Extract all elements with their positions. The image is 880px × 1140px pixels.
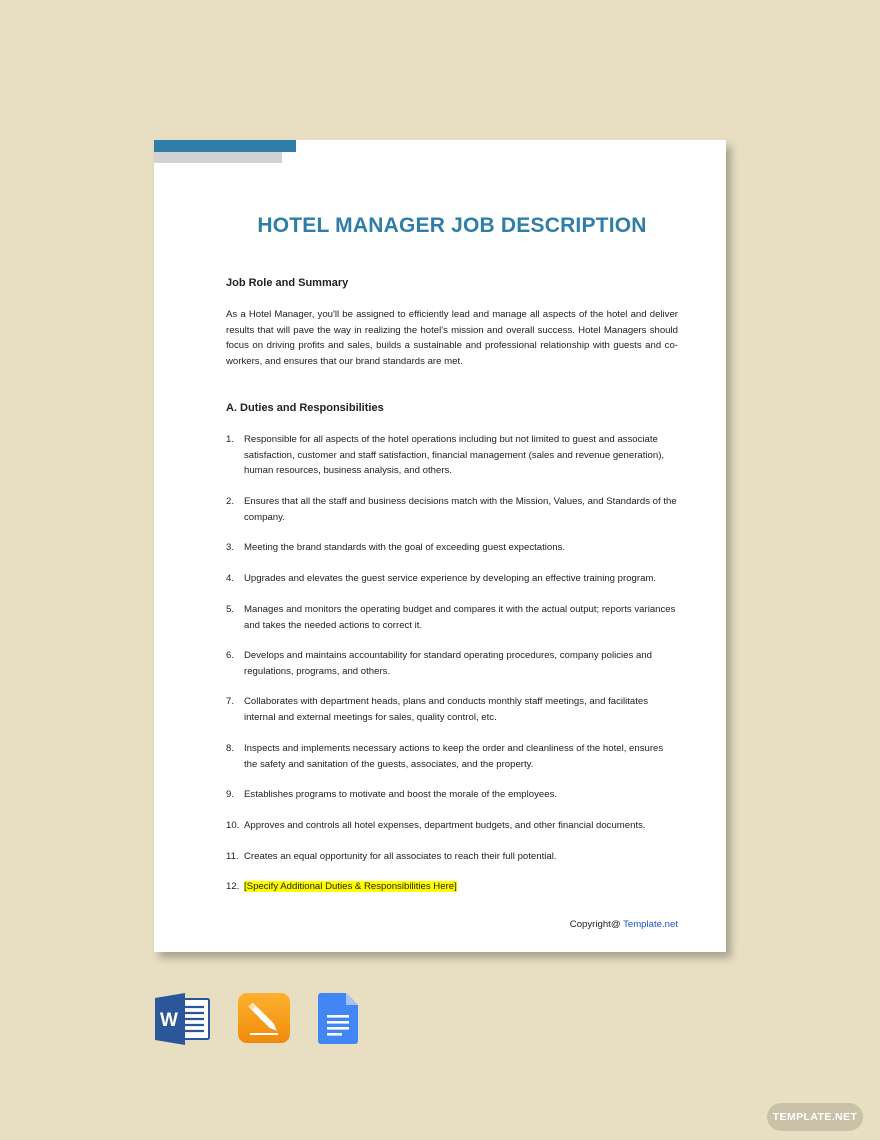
duty-text: Approves and controls all hotel expenses, department budgets, and other financial documents. <box>244 820 646 831</box>
duty-number: 11. <box>226 851 239 862</box>
duty-text: Upgrades and elevates the guest service experience by developing an effective training program. <box>244 573 657 584</box>
word-icon[interactable] <box>155 993 211 1050</box>
duty-number: 2. <box>226 496 235 507</box>
duty-item <box>226 787 678 803</box>
section-heading-summary: Job Role and Summary <box>226 277 349 289</box>
placeholder-highlight[interactable]: [Specify Additional Duties & Responsibilities Here] <box>244 881 457 892</box>
duty-item <box>226 432 678 479</box>
duty-item <box>226 540 678 556</box>
header-accent-bar <box>154 140 296 152</box>
duty-number: 10. <box>226 820 240 831</box>
duty-text: Creates an equal opportunity for all associates to reach their full potential. <box>244 851 557 862</box>
duty-item <box>226 741 678 772</box>
duty-text: Inspects and implements necessary actions to keep the order and cleanliness of the hotel, ensures the safety and sanitation of the guests, associates, and the property. <box>244 743 664 770</box>
duty-text: Establishes programs to motivate and boost the morale of the employees. <box>244 789 558 800</box>
document-page <box>154 140 726 952</box>
duty-text: Manages and monitors the operating budget and compares it with the actual output; reports variances and takes the needed actions to correct it. <box>244 604 676 631</box>
document-title: HOTEL MANAGER JOB DESCRIPTION <box>257 214 647 237</box>
duty-item <box>226 494 678 525</box>
duty-text: Ensures that all the staff and business decisions match with the Mission, Values, and Standards of the company. <box>244 496 677 523</box>
duty-number: 9. <box>226 789 235 800</box>
duty-number: 12. <box>226 881 240 892</box>
duty-item <box>226 648 678 679</box>
duty-number: 8. <box>226 743 235 754</box>
google-docs-icon[interactable] <box>318 993 360 1050</box>
copyright-link[interactable]: Template.net <box>623 919 678 930</box>
pages-icon[interactable] <box>238 993 290 1050</box>
copyright-label: Copyright@ <box>569 919 624 930</box>
duty-item <box>226 694 678 725</box>
duty-text: Responsible for all aspects of the hotel operations including but not limited to guest and associate satisfaction, customer and staff satisfaction, financial management (sales and revenue generation), human resources, business analysis, and others. <box>244 434 665 477</box>
duty-text: Meeting the brand standards with the goal of exceeding guest expectations. <box>244 542 566 553</box>
section-heading-duties: A. Duties and Responsibilities <box>226 402 384 414</box>
duty-item <box>226 571 678 587</box>
duty-item <box>226 602 678 633</box>
word-letter: W <box>160 1010 178 1031</box>
duty-number: 4. <box>226 573 235 584</box>
header-gray-bar <box>154 152 282 163</box>
duty-item <box>226 818 678 834</box>
duty-number: 1. <box>226 434 235 445</box>
duty-number: 3. <box>226 542 235 553</box>
template-net-watermark: TEMPLATE.NET <box>767 1103 863 1131</box>
copyright-line <box>570 919 678 930</box>
duty-number: 5. <box>226 604 235 615</box>
duty-text: Collaborates with department heads, plans and conducts monthly staff meetings, and facilitates internal and external meetings for sales, quality control, etc. <box>244 696 649 723</box>
summary-paragraph: As a Hotel Manager, you'll be assigned to efficiently lead and manage all aspects of the hotel and deliver results that will pave the way in realizing the hotel's mission and overall success. Hotel Managers should focus on driving profits and sales, builds a sustainable and professional relationship with guests and co-workers, and ensures that our brand standards are met. <box>226 309 678 367</box>
duty-text: Develops and maintains accountability for standard operating procedures, company policies and regulations, programs, and others. <box>244 650 652 677</box>
duty-number: 6. <box>226 650 235 661</box>
duty-item <box>226 849 678 865</box>
duty-number: 7. <box>226 696 235 707</box>
duty-item-placeholder <box>226 879 678 895</box>
